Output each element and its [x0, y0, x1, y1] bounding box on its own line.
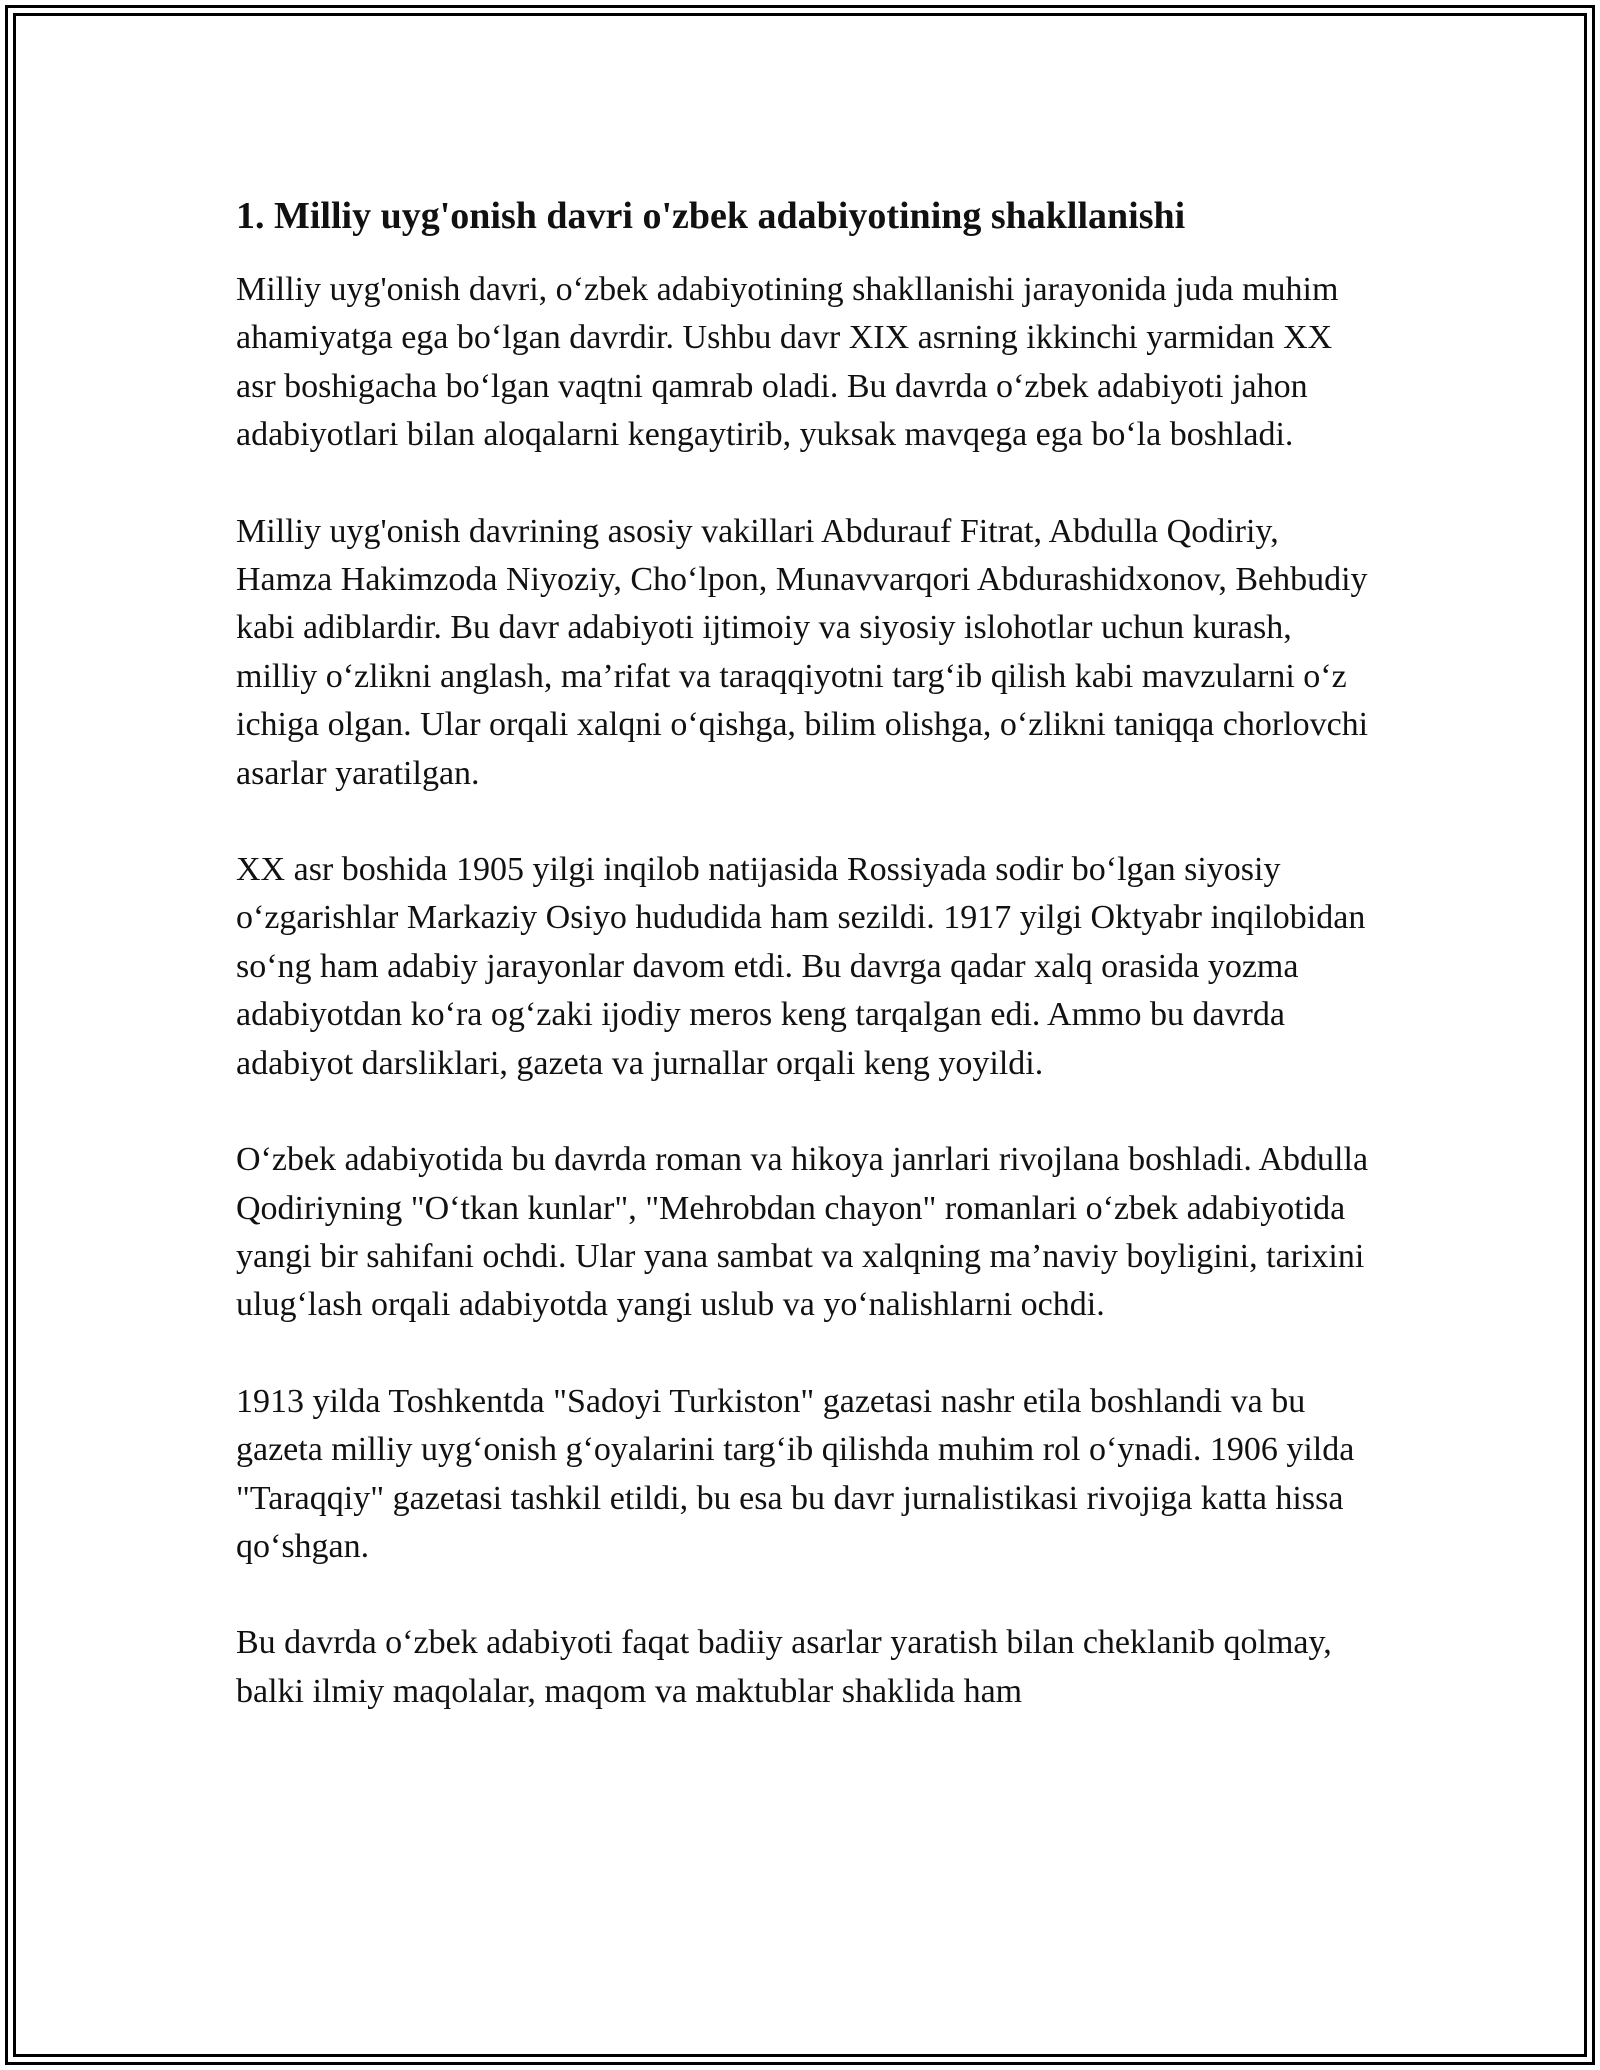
- paragraph-4: O‘zbek adabiyotida bu davrda roman va hikoya janrlari rivojlana boshladi. Abdulla Qodiriyning "O‘tkan kunlar", "Mehrobdan chayon" romanlari o‘zbek adabiyotida yangi bir sahifani ochdi. Ular yana sambat va xalqning ma’naviy boyligini, tarixini ulug‘lash orqali adabiyotda yangi uslub va yo‘nalishlarni ochdi.: [236, 1141, 1369, 1324]
- paragraph-3: XX asr boshida 1905 yilgi inqilob natijasida Rossiyada sodir bo‘lgan siyosiy o‘zgarishlar Markaziy Osiyo hududida ham sezildi. 1917 yilgi Oktyabr inqilobidan so‘ng ham adabiy jarayonlar davom etdi. Bu davrga qadar xalq orasida yozma adabiyotdan ko‘ra og‘zaki ijodiy meros keng tarqalgan edi. Ammo bu davrda adabiyot darsliklari, gazeta va jurnallar orqali keng yoyildi.: [236, 851, 1366, 1082]
- document-body: [236, 188, 1376, 1764]
- section-heading: 1. Milliy uyg'onish davri o'zbek adabiyotining shakllanishi: [236, 195, 1186, 237]
- paragraph-1: Milliy uyg'onish davri, o‘zbek adabiyotining shakllanishi jarayonida juda muhim ahamiyatga ega bo‘lgan davrdir. Ushbu davr XIX asrning ikkinchi yarmidan XX asr boshigacha bo‘lgan vaqtni qamrab oladi. Bu davrda o‘zbek adabiyoti jahon adabiyotlari bilan aloqalarni kengaytirib, yuksak mavqega ega bo‘la boshladi.: [236, 271, 1339, 454]
- paragraph-5: 1913 yilda Toshkentda "Sadoyi Turkiston" gazetasi nashr etila boshlandi va bu gazeta milliy uyg‘onish g‘oyalarini targ‘ib qilishda muhim rol o‘ynadi. 1906 yilda "Taraqqiy" gazetasi tashkil etildi, bu esa bu davr jurnalistikasi rivojiga katta hissa qo‘shgan.: [236, 1382, 1355, 1565]
- paragraph-2: Milliy uyg'onish davrining asosiy vakillari Abdurauf Fitrat, Abdulla Qodiriy, Hamza Hakimzoda Niyoziy, Cho‘lpon, Munavvarqori Abdurashidxonov, Behbudiy kabi adiblardir. Bu davr adabiyoti ijtimoiy va siyosiy islohotlar uchun kurash, milliy o‘zlikni anglash, ma’rifat va taraqqiyotni targ‘ib qilish kabi mavzularni o‘z ichiga olgan. Ular orqali xalqni o‘qishga, bilim olishga, o‘zlikni taniqqa chorlovchi asarlar yaratilgan.: [236, 512, 1369, 792]
- paragraph-6: Bu davrda o‘zbek adabiyoti faqat badiiy asarlar yaratish bilan cheklanib qolmay, balki ilmiy maqolalar, maqom va maktublar shaklida ham: [236, 1624, 1332, 1710]
